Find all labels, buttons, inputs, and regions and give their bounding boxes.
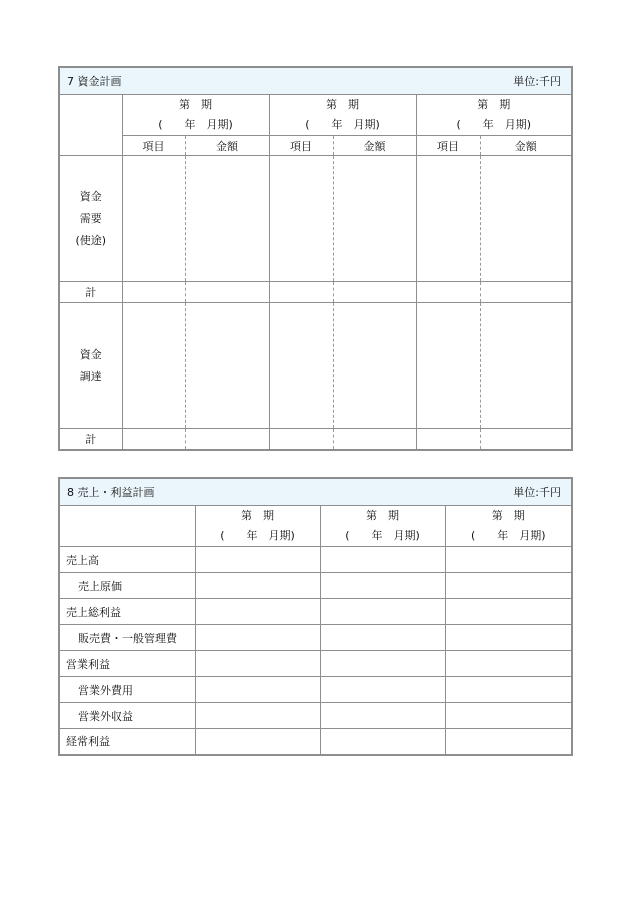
table-row bbox=[59, 625, 572, 651]
demand-row bbox=[59, 156, 572, 282]
row-label: 営業外収益 bbox=[59, 703, 195, 729]
row-label: 営業利益 bbox=[59, 651, 195, 677]
period-date: ( 年 月期) bbox=[345, 529, 420, 542]
procure-total-row bbox=[59, 429, 572, 450]
table-row bbox=[59, 703, 572, 729]
demand-total-item-1[interactable] bbox=[122, 282, 185, 303]
col-item: 項目 bbox=[416, 136, 480, 156]
value-cell-period-1[interactable] bbox=[195, 651, 320, 677]
procure-row bbox=[59, 303, 572, 429]
value-cell-period-3[interactable] bbox=[445, 651, 572, 677]
demand-item-2[interactable] bbox=[269, 156, 333, 282]
demand-total-item-2[interactable] bbox=[269, 282, 333, 303]
value-cell-period-1[interactable] bbox=[195, 703, 320, 729]
value-cell-period-3[interactable] bbox=[445, 599, 572, 625]
period-label: 第 期 bbox=[366, 509, 399, 522]
procure-label bbox=[59, 303, 122, 429]
col-amount: 金額 bbox=[333, 136, 416, 156]
table-row bbox=[59, 651, 572, 677]
demand-total-amount-3[interactable] bbox=[480, 282, 572, 303]
table-row bbox=[59, 599, 572, 625]
period-1 bbox=[122, 95, 269, 136]
column-header-row bbox=[59, 136, 572, 156]
value-cell-period-3[interactable] bbox=[445, 677, 572, 703]
procure-item-3[interactable] bbox=[416, 303, 480, 429]
corner-cell bbox=[59, 506, 195, 547]
demand-total-amount-1[interactable] bbox=[185, 282, 269, 303]
value-cell-period-2[interactable] bbox=[320, 677, 445, 703]
row-label: 売上総利益 bbox=[59, 599, 195, 625]
value-cell-period-2[interactable] bbox=[320, 729, 445, 755]
demand-label bbox=[59, 156, 122, 282]
value-cell-period-3[interactable] bbox=[445, 573, 572, 599]
procure-item-1[interactable] bbox=[122, 303, 185, 429]
table-row bbox=[59, 573, 572, 599]
demand-total-row bbox=[59, 282, 572, 303]
sales-profit-unit: 単位:千円 bbox=[445, 478, 572, 506]
period-label: 第 期 bbox=[477, 98, 511, 111]
fund-plan-header bbox=[59, 67, 572, 95]
period-date: ( 年 月期) bbox=[305, 118, 380, 131]
procure-label-line: 資金 bbox=[79, 347, 102, 361]
procure-total-item-3[interactable] bbox=[416, 429, 480, 450]
col-item: 項目 bbox=[122, 136, 185, 156]
value-cell-period-3[interactable] bbox=[445, 547, 572, 573]
value-cell-period-2[interactable] bbox=[320, 573, 445, 599]
procure-label-line: 調達 bbox=[79, 369, 102, 383]
period-date: ( 年 月期) bbox=[158, 118, 233, 131]
period-label: 第 期 bbox=[326, 98, 359, 111]
procure-total-amount-1[interactable] bbox=[185, 429, 269, 450]
period-label: 第 期 bbox=[491, 509, 525, 522]
demand-label-line: 資金 bbox=[79, 189, 102, 203]
value-cell-period-1[interactable] bbox=[195, 729, 320, 755]
demand-item-1[interactable] bbox=[122, 156, 185, 282]
fund-plan-table bbox=[58, 66, 573, 451]
value-cell-period-2[interactable] bbox=[320, 547, 445, 573]
procure-total-item-1[interactable] bbox=[122, 429, 185, 450]
row-label: 販売費・一般管理費 bbox=[59, 625, 195, 651]
period-1 bbox=[195, 506, 320, 547]
value-cell-period-2[interactable] bbox=[320, 703, 445, 729]
row-label: 売上高 bbox=[59, 547, 195, 573]
col-amount: 金額 bbox=[480, 136, 572, 156]
period-2 bbox=[320, 506, 445, 547]
period-date: ( 年 月期) bbox=[220, 529, 295, 542]
demand-total-amount-2[interactable] bbox=[333, 282, 416, 303]
col-amount: 金額 bbox=[185, 136, 269, 156]
period-row bbox=[59, 506, 572, 547]
procure-amount-3[interactable] bbox=[480, 303, 572, 429]
period-label: 第 期 bbox=[241, 509, 274, 522]
procure-item-2[interactable] bbox=[269, 303, 333, 429]
value-cell-period-1[interactable] bbox=[195, 677, 320, 703]
sales-profit-title: 8 売上・利益計画 bbox=[59, 478, 445, 506]
period-label: 第 期 bbox=[179, 98, 212, 111]
value-cell-period-2[interactable] bbox=[320, 625, 445, 651]
period-date: ( 年 月期) bbox=[456, 118, 532, 131]
value-cell-period-1[interactable] bbox=[195, 599, 320, 625]
period-date: ( 年 月期) bbox=[470, 529, 546, 542]
demand-amount-2[interactable] bbox=[333, 156, 416, 282]
demand-total-label: 計 bbox=[59, 282, 122, 303]
corner-cell bbox=[59, 95, 122, 156]
demand-label-line: 需要 bbox=[79, 211, 102, 225]
sales-profit-rows bbox=[59, 547, 572, 755]
col-item: 項目 bbox=[269, 136, 333, 156]
row-label: 営業外費用 bbox=[59, 677, 195, 703]
table-row bbox=[59, 547, 572, 573]
row-label: 経常利益 bbox=[59, 729, 195, 755]
value-cell-period-1[interactable] bbox=[195, 625, 320, 651]
procure-amount-1[interactable] bbox=[185, 303, 269, 429]
value-cell-period-2[interactable] bbox=[320, 599, 445, 625]
row-label: 売上原価 bbox=[59, 573, 195, 599]
fund-plan-unit: 単位:千円 bbox=[416, 67, 572, 95]
sales-profit-header bbox=[59, 478, 572, 506]
table-row bbox=[59, 729, 572, 755]
procure-total-amount-2[interactable] bbox=[333, 429, 416, 450]
value-cell-period-3[interactable] bbox=[445, 703, 572, 729]
period-row bbox=[59, 95, 572, 136]
demand-amount-3[interactable] bbox=[480, 156, 572, 282]
value-cell-period-1[interactable] bbox=[195, 547, 320, 573]
procure-amount-2[interactable] bbox=[333, 303, 416, 429]
value-cell-period-2[interactable] bbox=[320, 651, 445, 677]
value-cell-period-3[interactable] bbox=[445, 625, 572, 651]
procure-total-label: 計 bbox=[59, 429, 122, 450]
procure-total-amount-3[interactable] bbox=[480, 429, 572, 450]
period-3 bbox=[445, 506, 572, 547]
sales-profit-table bbox=[58, 477, 573, 756]
demand-amount-1[interactable] bbox=[185, 156, 269, 282]
period-3 bbox=[416, 95, 572, 136]
period-2 bbox=[269, 95, 416, 136]
demand-total-item-3[interactable] bbox=[416, 282, 480, 303]
value-cell-period-1[interactable] bbox=[195, 573, 320, 599]
value-cell-period-3[interactable] bbox=[445, 729, 572, 755]
fund-plan-title: 7 資金計画 bbox=[59, 67, 416, 95]
table-row bbox=[59, 677, 572, 703]
procure-total-item-2[interactable] bbox=[269, 429, 333, 450]
demand-item-3[interactable] bbox=[416, 156, 480, 282]
demand-label-line: (使途) bbox=[75, 233, 107, 247]
